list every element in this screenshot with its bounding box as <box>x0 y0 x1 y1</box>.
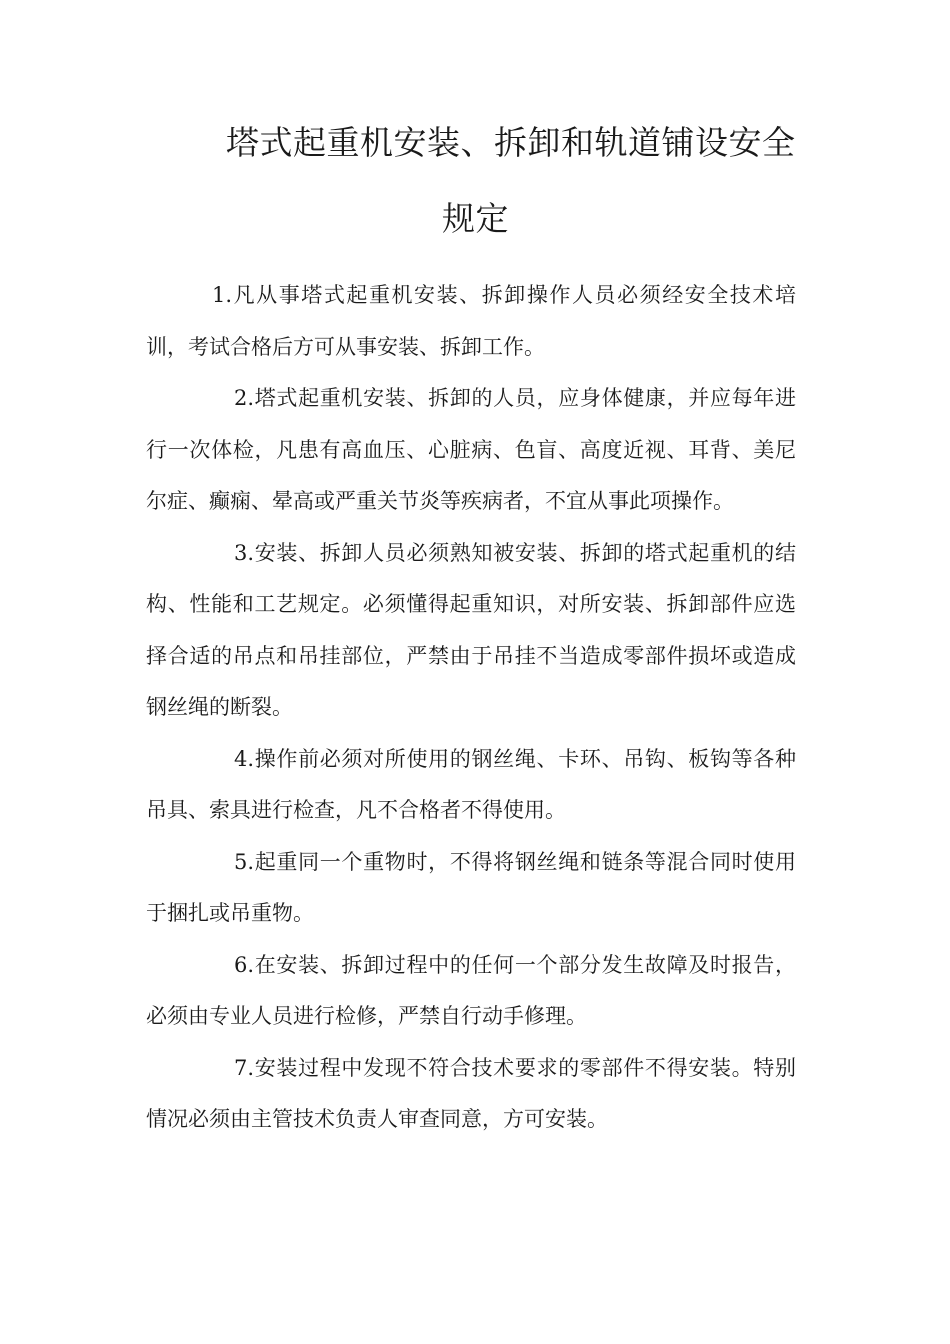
paragraph-3: 3.安装、拆卸人员必须熟知被安装、拆卸的塔式起重机的结构、性能和工艺规定。必须懂得起重知识，对所安装、拆卸部件应选择合适的吊点和吊挂部位，严禁由于吊挂不当造成零部件损坏或造成钢丝绳的断裂。 <box>146 540 796 719</box>
paragraph-6: 6.在安装、拆卸过程中的任何一个部分发生故障及时报告，必须由专业人员进行检修，严禁自行动手修理。 <box>146 952 796 1028</box>
document-body <box>146 270 796 1146</box>
paragraph-7: 7.安装过程中发现不符合技术要求的零部件不得安装。特别情况必须由主管技术负责人审查同意，方可安装。 <box>146 1055 796 1131</box>
document-title-line2: 规定 <box>442 199 509 238</box>
document-title-line1: 塔式起重机安装、拆卸和轨道铺设安全 <box>226 123 796 162</box>
paragraph-5: 5.起重同一个重物时，不得将钢丝绳和链条等混合同时使用于捆扎或吊重物。 <box>146 849 796 925</box>
paragraph-4: 4.操作前必须对所使用的钢丝绳、卡环、吊钩、板钩等各种吊具、索具进行检查，凡不合格者不得使用。 <box>146 746 796 822</box>
paragraph-2: 2.塔式起重机安装、拆卸的人员，应身体健康，并应每年进行一次体检，凡患有高血压、心脏病、色盲、高度近视、耳背、美尼尔症、癫痫、晕高或严重关节炎等疾病者，不宜从事此项操作。 <box>146 386 796 513</box>
paragraph-1: 1.凡从事塔式起重机安装、拆卸操作人员必须经安全技术培训，考试合格后方可从事安装、拆卸工作。 <box>146 283 796 359</box>
